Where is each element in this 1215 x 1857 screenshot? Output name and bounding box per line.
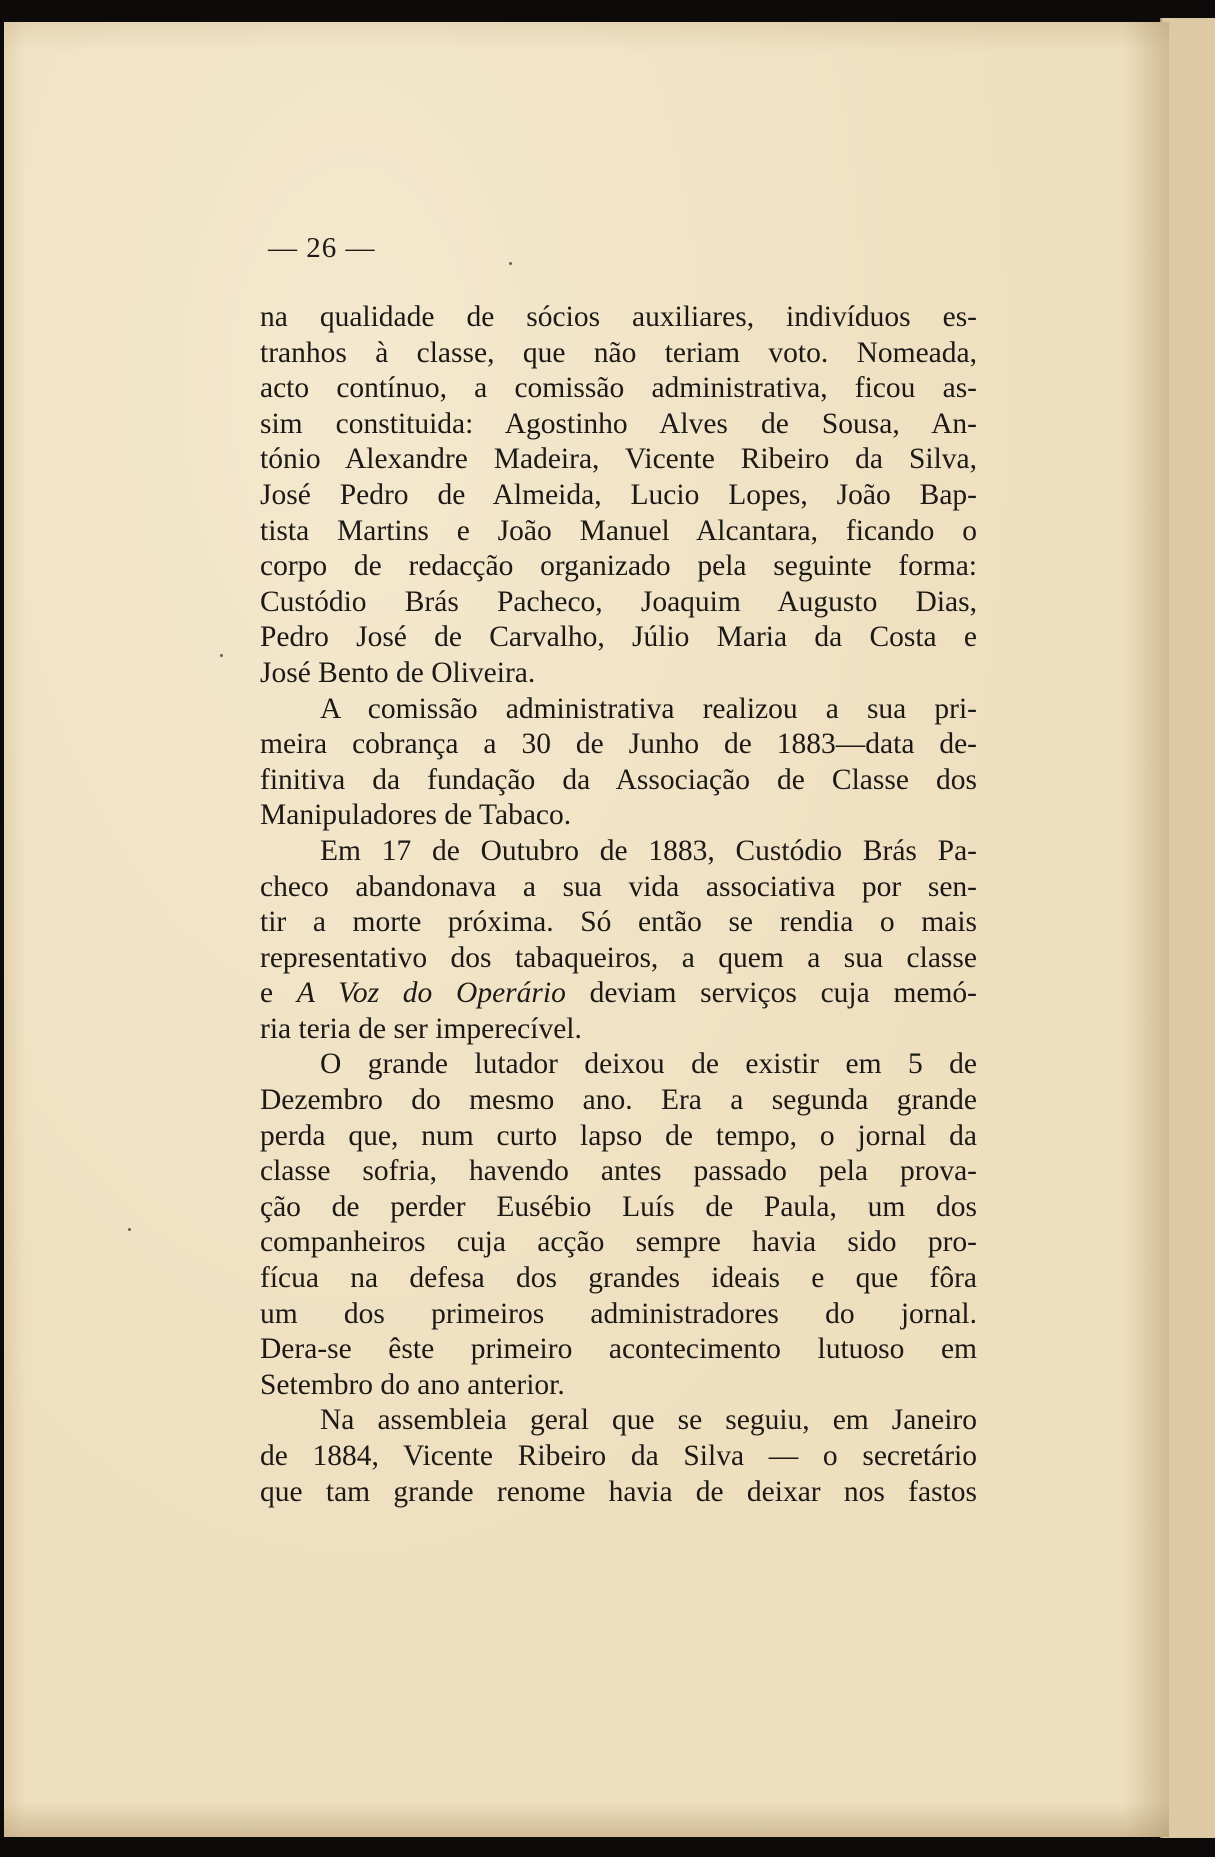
body-text [260,300,977,1510]
text-line: tranhos à classe, que não teriam voto. Nomeada, [260,336,977,369]
text-line: tista Martins e João Manuel Alcantara, ficando o [260,514,977,547]
text-line: José Pedro de Almeida, Lucio Lopes, João Bap- [260,478,977,511]
text-line: Em 17 de Outubro de 1883, Custódio Brás Pa- [320,834,977,867]
text-line [260,976,977,1012]
text-line: sim constituida: Agostinho Alves de Sousa, An- [260,407,977,440]
text-line: Pedro José de Carvalho, Júlio Maria da Costa e [260,621,977,654]
text-line: de 1884, Vicente Ribeiro da Silva — o secretário [260,1440,977,1472]
text-line: ria teria de ser imperecível. [260,1012,582,1045]
text-line: tónio Alexandre Madeira, Vicente Ribeiro da Silva, [260,443,977,476]
text-line: perda que, num curto lapso de tempo, o jornal da [260,1119,977,1152]
text-line: Manipuladores de Tabaco. [260,799,572,832]
paper-speck [128,1228,131,1231]
text-line: meira cobrança a 30 de Junho de 1883—data de- [260,728,977,761]
paper-speck [220,654,223,657]
paper-speck [509,262,512,265]
text-line: A comissão administrativa realizou a sua pri- [320,692,977,725]
journal-title: A Voz do Operário [296,977,566,1010]
text-line: um dos primeiros administradores do jornal. [260,1297,977,1330]
text-line: classe sofria, havendo antes passado pela prova- [260,1155,977,1188]
text-line: Custódio Brás Pacheco, Joaquim Augusto Dias, [260,585,977,618]
text-line: Dera-se êste primeiro acontecimento lutuoso em [260,1333,977,1366]
text-line: Na assembleia geral que se seguiu, em Janeiro [320,1404,977,1437]
text-line: tir a morte próxima. Só então se rendia o mais [260,906,977,939]
page-number: — 26 — [268,232,376,264]
text-line: ção de perder Eusébio Luís de Paula, um dos [260,1190,977,1223]
text-line: Dezembro do mesmo ano. Era a segunda grande [260,1084,977,1117]
text-line: companheiros cuja acção sempre havia sido pro- [260,1226,977,1259]
text-line: corpo de redacção organizado pela seguinte forma: [260,550,977,583]
text-line: fícua na defesa dos grandes ideais e que fôra [260,1262,977,1295]
text-line: finitiva da fundação da Associação de Classe dos [260,763,977,796]
text-line: checo abandonava a sua vida associativa por sen- [260,870,977,903]
text-line: representativo dos tabaqueiros, a quem a sua classe [260,941,977,974]
text-line: na qualidade de sócios auxiliares, indivíduos es- [260,301,977,333]
text-line: que tam grande renome havia de deixar nos fastos [260,1475,977,1508]
text-line: Setembro do ano anterior. [260,1368,565,1401]
line-text: e [260,977,274,1010]
text-line: O grande lutador deixou de existir em 5 de [320,1048,977,1081]
text-line: acto contínuo, a comissão administrativa, ficou as- [260,372,977,405]
text-line: José Bento de Oliveira. [260,656,536,689]
line-text: deviam serviços cuja memó- [589,977,978,1010]
